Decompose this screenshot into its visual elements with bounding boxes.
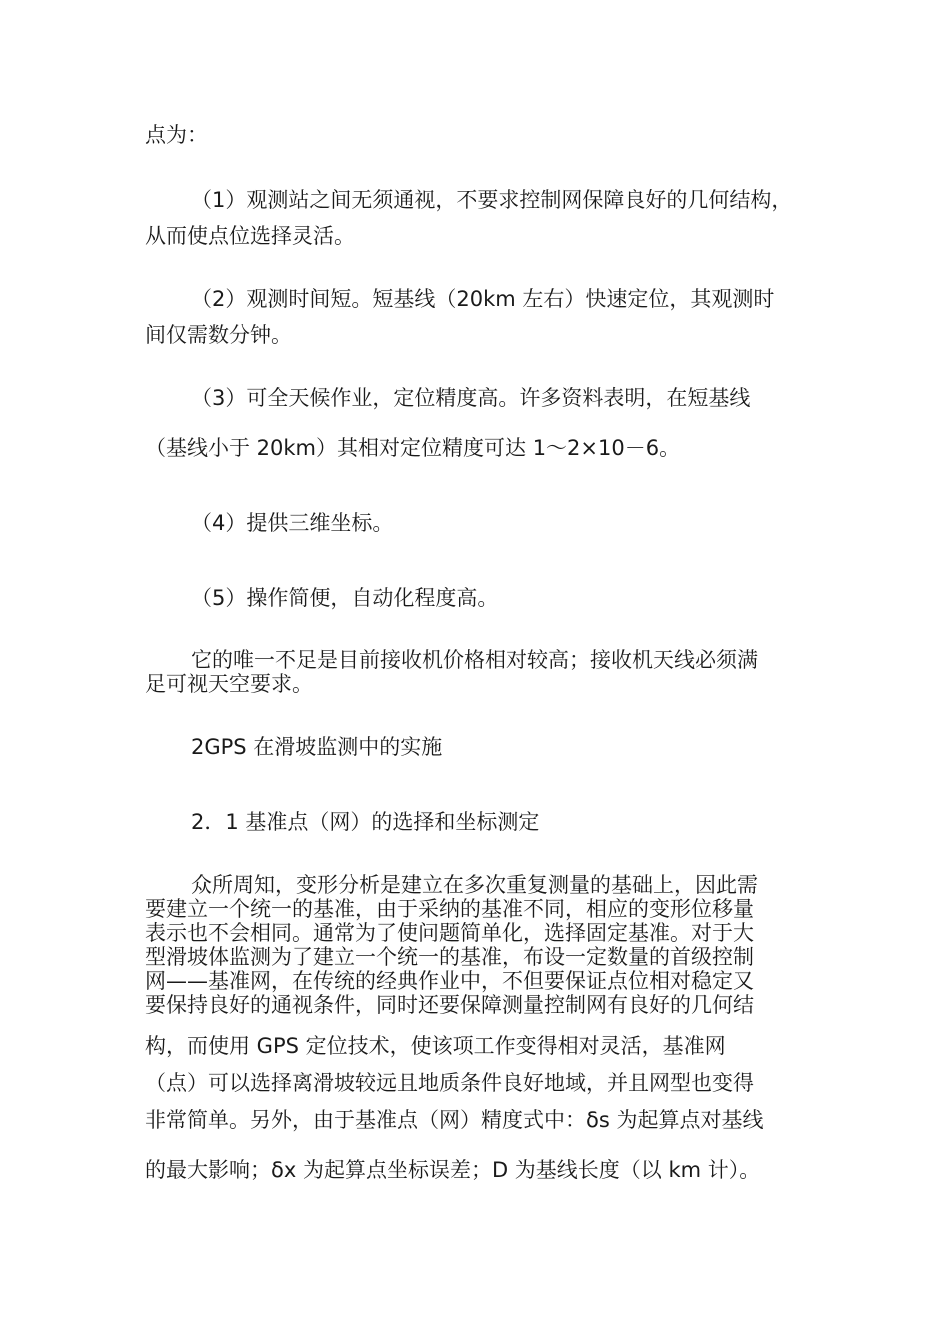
text-line: （2）观测时间短。短基线（20km 左右）快速定位，其观测时 (191, 287, 775, 311)
text-line: 众所周知，变形分析是建立在多次重复测量的基础上，因此需 (191, 873, 758, 897)
text-line: （基线小于 20km）其相对定位精度可达 1～2×10－6。 (145, 436, 681, 460)
subsection-heading (145, 808, 810, 836)
text-line: 型滑坡体监测为了建立一个统一的基准，布设一定数量的首级控制 (145, 945, 754, 969)
paragraph-point-4 (145, 509, 810, 537)
text-line: 要保持良好的通视条件，同时还要保障测量控制网有良好的几何结 (145, 993, 754, 1017)
text-line: （1）观测站之间无须通视，不要求控制网保障良好的几何结构， (191, 188, 793, 212)
text-line: 要建立一个统一的基准，由于采纳的基准不同，相应的变形位移量 (145, 897, 754, 921)
text-line: 2．1 基准点（网）的选择和坐标测定 (191, 810, 540, 834)
text-line: 构，而使用 GPS 定位技术，使该项工作变得相对灵活，基准网 (145, 1034, 726, 1058)
paragraph-body-continued (145, 1069, 810, 1097)
text-line: （5）操作简便，自动化程度高。 (191, 586, 499, 610)
text-line: 表示也不会相同。通常为了使问题简单化，选择固定基准。对于大 (145, 921, 754, 945)
paragraph-point-5 (145, 584, 810, 612)
text-line: （4）提供三维坐标。 (191, 511, 394, 535)
text-line: 间仅需数分钟。 (145, 323, 292, 347)
text-line: 点为： (145, 123, 208, 147)
paragraph-point-2 (145, 285, 810, 349)
text-line: 网——基准网，在传统的经典作业中，不但要保证点位相对稳定又 (145, 969, 754, 993)
text-line: 足可视天空要求。 (145, 672, 313, 696)
text-line: 非常简单。另外，由于基准点（网）精度式中：δs 为起算点对基线 (145, 1108, 764, 1132)
paragraph-body-continued (145, 1106, 810, 1134)
paragraph-point-3-continued (145, 434, 810, 462)
paragraph-drawback (145, 648, 810, 696)
text-line: 它的唯一不足是目前接收机价格相对较高；接收机天线必须满 (191, 648, 758, 672)
paragraph-body-continued (145, 1156, 810, 1184)
text-line: 从而使点位选择灵活。 (145, 224, 355, 248)
paragraph-body (145, 873, 810, 1017)
text-line: （点）可以选择离滑坡较远且地质条件良好地域，并且网型也变得 (145, 1071, 754, 1095)
section-heading (145, 733, 810, 761)
paragraph-intro (145, 121, 810, 149)
paragraph-point-1 (145, 186, 810, 250)
paragraph-point-3 (145, 384, 810, 412)
paragraph-body-continued (145, 1032, 810, 1060)
text-line: （3）可全天候作业，定位精度高。许多资料表明，在短基线 (191, 386, 751, 410)
text-line: 的最大影响；δx 为起算点坐标误差；D 为基线长度（以 km 计）。 (145, 1158, 761, 1182)
text-line: 2GPS 在滑坡监测中的实施 (191, 735, 443, 759)
